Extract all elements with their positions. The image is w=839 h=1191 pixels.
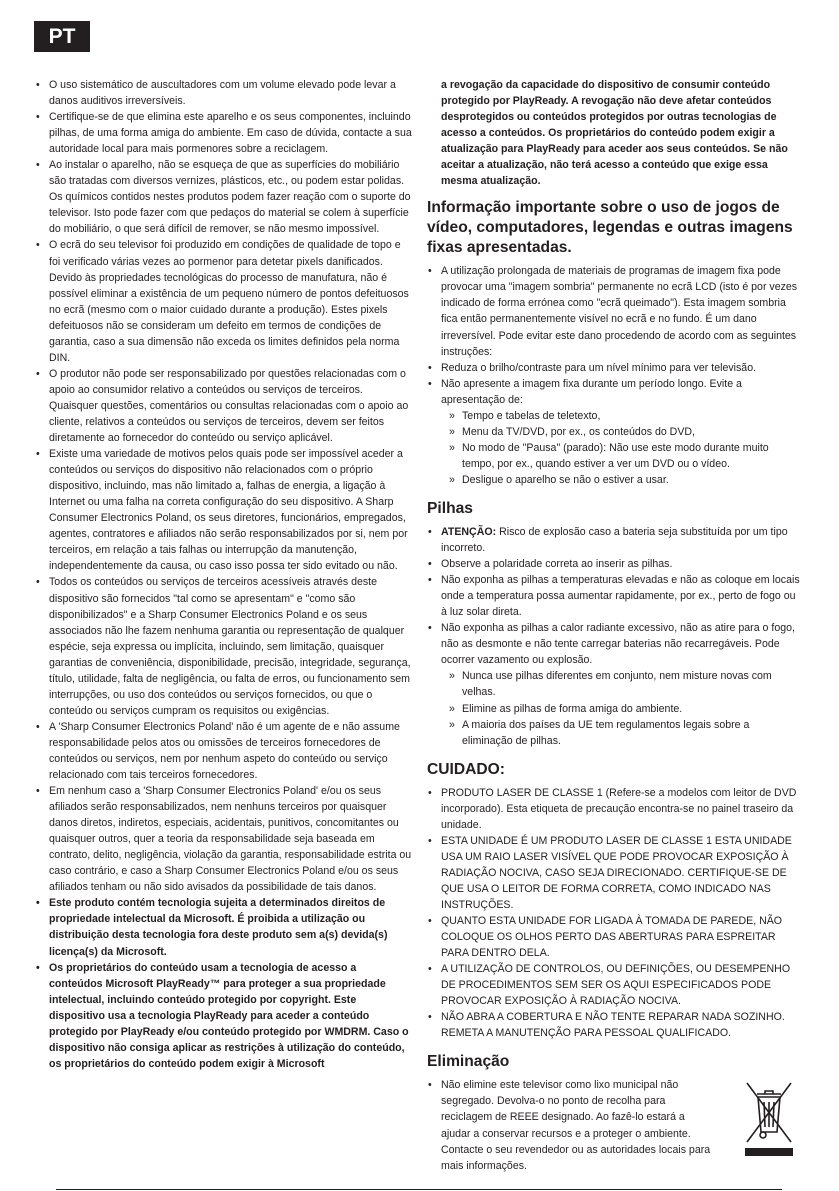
disposal-list: [427, 1077, 717, 1173]
list-item: • Não exponha as pilhas a temperaturas elevadas e não as coloque em locais onde a temperatura possa aumentar rapidamente, por ex., perto de fogo ou à luz solar direta.: [427, 572, 802, 620]
batteries-sublist: [427, 668, 802, 748]
warning-text: Risco de explosão caso a bateria seja substituída por um tipo incorreto.: [441, 525, 788, 555]
list-item: • Existe uma variedade de motivos pelos quais pode ser impossível aceder a conteúdos ou serviços do dispositivo não relacionados com o próprio dispositivo, incluindo, mas não limitado a, falhas de energia, a ligação à Internet ou uma falha na correta configuração do seu dispositivo. A Sharp Consumer Electronics Poland, os seus diretores, funcionários, empregados, agentes, contratores e afiliados não serão responsabilizados por si, nem por terceiros, em relação a tais falhas ou interrupção da manutenção, independentemente da causa, ou caso isso possa ter sido evitado ou não.: [35, 446, 412, 574]
list-item: • Não elimine este televisor como lixo municipal não segregado. Devolva-o no ponto de recolha para reciclagem de REEE designado. Ao fazê-lo estará a ajudar a conservar recursos e a proteger o ambiente. Contacte o seu revendedor ou as autoridades locais para mais informações.: [427, 1077, 717, 1173]
sub-list-item: » Elimine as pilhas de forma amiga do ambiente.: [449, 701, 802, 717]
list-item: • Não apresente a imagem fixa durante um período longo. Evite a apresentação de:: [427, 376, 802, 408]
caution-list: [427, 785, 802, 1042]
list-item: • A 'Sharp Consumer Electronics Poland' não é um agente de e não assume responsabilidade pelos atos ou omissões de terceiros fornecedores de conteúdos ou serviços, nem por nenhum aspeto do conteúdo ou serviço relacionado com tais terceiros fornecedores.: [35, 719, 412, 783]
language-badge: PT: [34, 21, 90, 52]
list-item: • Em nenhum caso a 'Sharp Consumer Electronics Poland' e/ou os seus afiliados serão responsabilizados, nem nenhuns terceiros por quaisquer danos diretos, indiretos, especiais, acidentais, punitivos, concomitantes ou quaisquer outros, quer a teoria da responsabilidade seja baseada em contrato, delito, negligência, violação da garantia, responsabilidade estrita ou caso contrário, e caso a Sharp Consumer Electronics Poland e/ou os seus afiliados tenham ou não sido avisados da possibilidade de tais danos.: [35, 783, 412, 895]
list-item: • Todos os conteúdos ou serviços de terceiros acessíveis através deste dispositivo são fornecidos "tal como se apresentam" e "como são disponibilizados" e a Sharp Consumer Electronics Poland e os seus associados não lhe fazem nenhuma garantia ou representação de qualquer espécie, seja expressa ou implícita, incluindo, sem limitação, quaisquer garantias de conveniência, disponibilidade, precisão, integridade, segurança, título, utilidade, falta de negligência, ou falta de erros, ou funcionamento sem interrupções, ou uso dos conteúdos ou serviços fornecidos, ou que o conteúdo ou serviços cumpram os requisitos ou exigências.: [35, 574, 412, 718]
playready-continuation: a revogação da capacidade do dispositivo de consumir conteúdo protegido por PlayReady. A revogação não deve afetar conteúdos desprotegidos ou conteúdos protegidos por outras tecnologias de acesso a conteúdos. Os proprietários do conteúdo podem exigir a atualização para PlayReady para aceder aos seus conteúdos. Se não aceitar a atualização, não terá acesso a conteúdo que exige essa mesma atualização.: [441, 79, 788, 188]
disposal-section: [427, 1077, 802, 1173]
batteries-list: [427, 524, 802, 668]
list-item: • O ecrã do seu televisor foi produzido em condições de qualidade de topo e foi verificado várias vezes ao pormenor para detetar pixels danificados. Devido às propriedades tecnológicas do processo de manufatura, não é possível eliminar a existência de um pequeno número de pontos defeituosos no ecrã (mesmo com o maior cuidado durante a produção). Estes pixels defeituosos não se consideram um defeito em termos de condições de garantia, caso a sua dimensão não exceda os limites definidos pela norma DIN.: [35, 237, 412, 365]
list-item: • O produtor não pode ser responsabilizado por questões relacionadas com o apoio ao consumidor relativo a conteúdos ou serviços de terceiros. Quaisquer questões, comentários ou consultas relacionadas com o apoio ao cliente, relativos a conteúdos ou serviços de terceiros, devem ser feitos diretamente ao fornecedor do conteúdo ou serviço aplicável.: [35, 366, 412, 446]
sub-list-item: » Tempo e tabelas de teletexto,: [449, 408, 802, 424]
left-column: [35, 77, 412, 1072]
list-item: • A UTILIZAÇÃO DE CONTROLOS, OU DEFINIÇÕES, OU DESEMPENHO DE PROCEDIMENTOS SEM SER OS AQUI ESPECIFICADOS PODE PROVOCAR EXPOSIÇÃO À RADIAÇÃO NOCIVA.: [427, 961, 802, 1009]
sub-list-item: » A maioria dos países da UE tem regulamentos legais sobre a eliminação de pilhas.: [449, 717, 802, 749]
list-item: • Certifique-se de que elimina este aparelho e os seus componentes, incluindo pilhas, de uma forma amiga do ambiente. Em caso de dúvida, contacte a sua autoridade local para mais pormenores sobre a reciclagem.: [35, 109, 412, 157]
images-heading: Informação importante sobre o uso de jogos de vídeo, computadores, legendas e outras imagens fixas apresentadas.: [427, 199, 793, 257]
sub-list-item: » Nunca use pilhas diferentes em conjunto, nem misture novas com velhas.: [449, 668, 802, 700]
list-item: • Reduza o brilho/contraste para um nível mínimo para ver televisão.: [427, 360, 802, 376]
sub-list-item: » Desligue o aparelho se não o estiver a usar.: [449, 472, 802, 488]
footer-rule: [56, 1189, 782, 1190]
right-column: [427, 77, 802, 1174]
images-list: [427, 263, 802, 407]
list-item: • QUANTO ESTA UNIDADE FOR LIGADA À TOMADA DE PAREDE, NÃO COLOQUE OS OLHOS PERTO DAS ABERTURAS PARA ESPREITAR PARA DENTRO DELA.: [427, 913, 802, 961]
list-item: • Os proprietários do conteúdo usam a tecnologia de acesso a conteúdos Microsoft PlayReady™ para proteger a sua propriedade intelectual, incluindo conteúdo protegido por copyright. Este dispositivo usa a tecnologia PlayReady para aceder a conteúdo protegido por PlayReady e/ou conteúdo protegido por WMDRM. Caso o dispositivo não consiga aplicar as restrições à utilização do conteúdo, os proprietários do conteúdo podem exigir à Microsoft: [35, 960, 412, 1072]
sub-list-item: » Menu da TV/DVD, por ex., os conteúdos do DVD,: [449, 424, 802, 440]
list-item: • Ao instalar o aparelho, não se esqueça de que as superfícies do mobiliário são tratadas com diversos vernizes, plásticos, etc., ou podem estar polidas. Os químicos contidos nestes produtos podem fazer reação com o suporte do televisor. Isto pode fazer com que pedaços do material se colem à superfície do mobiliário, o que será difícil de remover, se não mesmo impossível.: [35, 157, 412, 237]
list-item: • O uso sistemático de auscultadores com um volume elevado pode levar a danos auditivos irreversíveis.: [35, 77, 412, 109]
list-item: • A utilização prolongada de materiais de programas de imagem fixa pode provocar uma "imagem sombria" permanente no ecrã LCD (isto é por vezes indicado de forma errónea como "ecrã queimado"). Esta imagem sombria fica então permanentemente visível no ecrã e no fundo. É um dano irreversível. Pode evitar este dano procedendo de acordo com as seguintes instruções:: [427, 263, 802, 359]
list-item: [427, 524, 802, 556]
sub-list-item: » No modo de "Pausa" (parado): Não use este modo durante muito tempo, por ex., quando estiver a ver um DVD ou o vídeo.: [449, 440, 802, 472]
images-sublist: [427, 408, 802, 488]
list-item: • PRODUTO LASER DE CLASSE 1 (Refere-se a modelos com leitor de DVD incorporado). Esta etiqueta de precaução encontra-se no painel traseiro da unidade.: [427, 785, 802, 833]
list-item: • NÃO ABRA A COBERTURA E NÃO TENTE REPARAR NADA SOZINHO. REMETA A MANUTENÇÃO PARA PESSOAL QUALIFICADO.: [427, 1009, 802, 1041]
safety-list: [35, 77, 412, 1072]
disposal-heading: Eliminação: [427, 1053, 510, 1071]
batteries-heading: Pilhas: [427, 499, 473, 517]
list-item: • ESTA UNIDADE É UM PRODUTO LASER DE CLASSE 1 ESTA UNIDADE USA UM RAIO LASER VISÍVEL QUE PODE PROVOCAR EXPOSIÇÃO À RADIAÇÃO NOCIVA, CASO SEJA DIRECIONADO. CERTIFIQUE-SE DE QUE USA O LEITOR DE FORMA CORRETA, COMO INDICADO NAS INSTRUÇÕES.: [427, 833, 802, 913]
caution-heading: CUIDADO:: [427, 760, 505, 778]
crossed-bin-weee-icon: [743, 1080, 795, 1158]
list-item: • Observe a polaridade correta ao inserir as pilhas.: [427, 556, 802, 572]
warning-label: ATENÇÃO:: [441, 525, 497, 538]
list-item: • Este produto contém tecnologia sujeita a determinados direitos de propriedade intelectual da Microsoft. É proibida a utilização ou distribuição desta tecnologia fora deste produto sem a(s) devida(s) licença(s) da Microsoft.: [35, 895, 412, 959]
list-item: • Não exponha as pilhas a calor radiante excessivo, não as atire para o fogo, não as desmonte e não tente carregar baterias não recarregáveis. Pode ocorrer vazamento ou explosão.: [427, 620, 802, 668]
